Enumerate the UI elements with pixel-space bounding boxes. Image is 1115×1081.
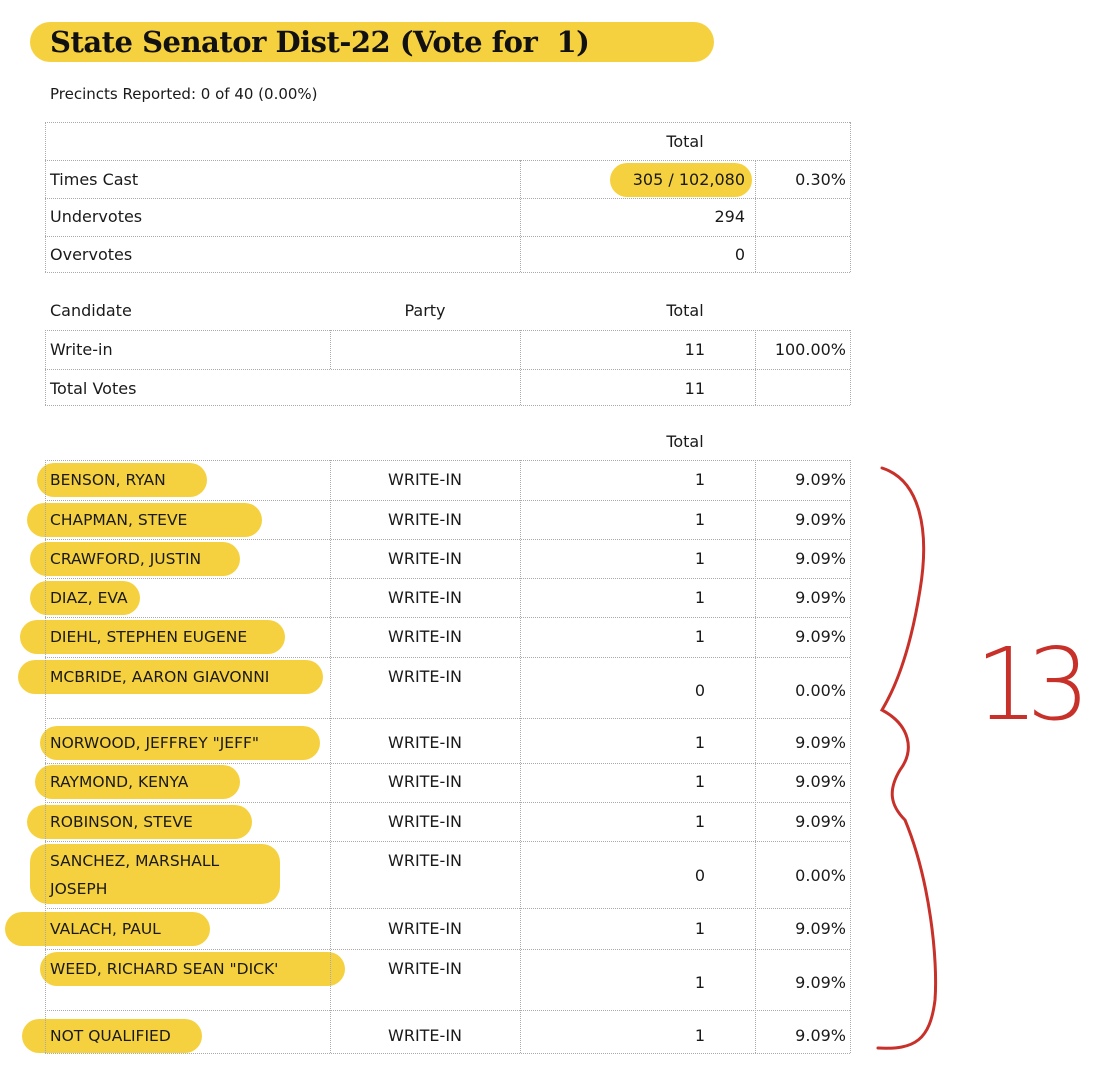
vote-pct: 0.00% bbox=[795, 866, 846, 885]
column-divider bbox=[850, 460, 851, 1053]
candidate-name: MCBRIDE, AARON GIAVONNI bbox=[50, 668, 270, 686]
column-divider bbox=[850, 122, 851, 272]
party: WRITE-IN bbox=[388, 510, 462, 529]
candidate-label: Total Votes bbox=[50, 379, 137, 398]
candidate-header: Candidate bbox=[50, 301, 132, 320]
column-divider bbox=[520, 160, 521, 272]
row-divider bbox=[45, 236, 850, 237]
candidate-name: NOT QUALIFIED bbox=[50, 1027, 171, 1045]
party: WRITE-IN bbox=[388, 919, 462, 938]
candidate-name: ROBINSON, STEVE bbox=[50, 813, 193, 831]
candidate-name: DIEHL, STEPHEN EUGENE bbox=[50, 628, 248, 646]
row-divider bbox=[45, 369, 850, 370]
vote-pct: 9.09% bbox=[795, 733, 846, 752]
vote-total: 1 bbox=[694, 470, 705, 489]
row-divider bbox=[45, 908, 850, 909]
vote-pct: 9.09% bbox=[795, 470, 846, 489]
candidate-pct: 100.00% bbox=[774, 340, 846, 359]
total-header: Total bbox=[666, 301, 704, 320]
party: WRITE-IN bbox=[388, 470, 462, 489]
precincts-reported: Precincts Reported: 0 of 40 (0.00%) bbox=[50, 85, 318, 103]
party: WRITE-IN bbox=[388, 588, 462, 607]
row-divider bbox=[45, 617, 850, 618]
row-divider bbox=[45, 949, 850, 950]
row-divider bbox=[45, 657, 850, 658]
summary-label: Overvotes bbox=[50, 245, 133, 264]
row-divider bbox=[45, 763, 850, 764]
candidate-name: CRAWFORD, JUSTIN bbox=[50, 550, 202, 568]
column-divider bbox=[850, 330, 851, 405]
row-divider bbox=[45, 1053, 850, 1054]
column-divider bbox=[330, 460, 331, 1053]
total-header: Total bbox=[666, 132, 704, 151]
vote-pct: 9.09% bbox=[795, 549, 846, 568]
candidate-name: NORWOOD, JEFFREY "JEFF" bbox=[50, 734, 260, 752]
row-divider bbox=[45, 122, 850, 123]
row-divider bbox=[45, 160, 850, 161]
column-divider bbox=[520, 330, 521, 405]
vote-total: 1 bbox=[694, 772, 705, 791]
vote-total: 1 bbox=[694, 549, 705, 568]
vote-total: 1 bbox=[694, 733, 705, 752]
vote-total: 1 bbox=[694, 627, 705, 646]
row-divider bbox=[45, 718, 850, 719]
vote-total: 1 bbox=[694, 973, 705, 992]
vote-pct: 9.09% bbox=[795, 627, 846, 646]
vote-pct: 9.09% bbox=[795, 588, 846, 607]
candidate-name: WEED, RICHARD SEAN "DICK' bbox=[50, 960, 279, 978]
party: WRITE-IN bbox=[388, 549, 462, 568]
column-divider bbox=[520, 460, 521, 1053]
candidate-total: 11 bbox=[684, 379, 705, 398]
party: WRITE-IN bbox=[388, 772, 462, 791]
party: WRITE-IN bbox=[388, 1026, 462, 1045]
row-divider bbox=[45, 198, 850, 199]
vote-pct: 9.09% bbox=[795, 973, 846, 992]
candidate-total: 11 bbox=[684, 340, 705, 359]
summary-label: Times Cast bbox=[50, 170, 139, 189]
summary-total: 294 bbox=[714, 207, 745, 226]
handwritten-count: 13 bbox=[975, 626, 1079, 743]
party: WRITE-IN bbox=[388, 667, 462, 686]
candidate-name: DIAZ, EVA bbox=[50, 589, 128, 607]
vote-total: 1 bbox=[694, 588, 705, 607]
party: WRITE-IN bbox=[388, 812, 462, 831]
page-title: State Senator Dist-22 (Vote for 1) bbox=[50, 25, 590, 59]
summary-total: 0 bbox=[734, 245, 745, 264]
row-divider bbox=[45, 841, 850, 842]
candidate-name: BENSON, RYAN bbox=[50, 471, 166, 489]
vote-total: 0 bbox=[694, 866, 705, 885]
vote-total: 1 bbox=[694, 1026, 705, 1045]
row-divider bbox=[45, 460, 850, 461]
vote-total: 1 bbox=[694, 919, 705, 938]
candidate-label: Write-in bbox=[50, 340, 113, 359]
vote-pct: 9.09% bbox=[795, 919, 846, 938]
column-divider bbox=[45, 122, 46, 272]
vote-pct: 9.09% bbox=[795, 1026, 846, 1045]
candidate-name: SANCHEZ, MARSHALL bbox=[50, 852, 220, 870]
candidate-name: RAYMOND, KENYA bbox=[50, 773, 189, 791]
vote-total: 0 bbox=[694, 681, 705, 700]
vote-total: 1 bbox=[694, 510, 705, 529]
vote-pct: 9.09% bbox=[795, 772, 846, 791]
row-divider bbox=[45, 330, 850, 331]
summary-pct: 0.30% bbox=[795, 170, 846, 189]
vote-total: 1 bbox=[694, 812, 705, 831]
red-brace-annotation bbox=[860, 460, 970, 1060]
candidate-name: VALACH, PAUL bbox=[50, 920, 161, 938]
summary-label: Undervotes bbox=[50, 207, 143, 226]
candidate-name: CHAPMAN, STEVE bbox=[50, 511, 188, 529]
column-divider bbox=[755, 160, 756, 272]
summary-total: 305 / 102,080 bbox=[632, 170, 745, 189]
row-divider bbox=[45, 272, 850, 273]
row-divider bbox=[45, 1010, 850, 1011]
party: WRITE-IN bbox=[388, 959, 462, 978]
candidate-name-cont: JOSEPH bbox=[50, 880, 108, 898]
row-divider bbox=[45, 500, 850, 501]
column-divider bbox=[45, 460, 46, 1053]
row-divider bbox=[45, 578, 850, 579]
party-header: Party bbox=[404, 301, 446, 320]
row-divider bbox=[45, 802, 850, 803]
total-header: Total bbox=[666, 432, 704, 451]
party: WRITE-IN bbox=[388, 627, 462, 646]
column-divider bbox=[330, 330, 331, 369]
vote-pct: 9.09% bbox=[795, 812, 846, 831]
row-divider bbox=[45, 405, 850, 406]
vote-pct: 0.00% bbox=[795, 681, 846, 700]
column-divider bbox=[755, 330, 756, 405]
vote-pct: 9.09% bbox=[795, 510, 846, 529]
party: WRITE-IN bbox=[388, 851, 462, 870]
column-divider bbox=[755, 460, 756, 1053]
row-divider bbox=[45, 539, 850, 540]
column-divider bbox=[45, 330, 46, 405]
party: WRITE-IN bbox=[388, 733, 462, 752]
